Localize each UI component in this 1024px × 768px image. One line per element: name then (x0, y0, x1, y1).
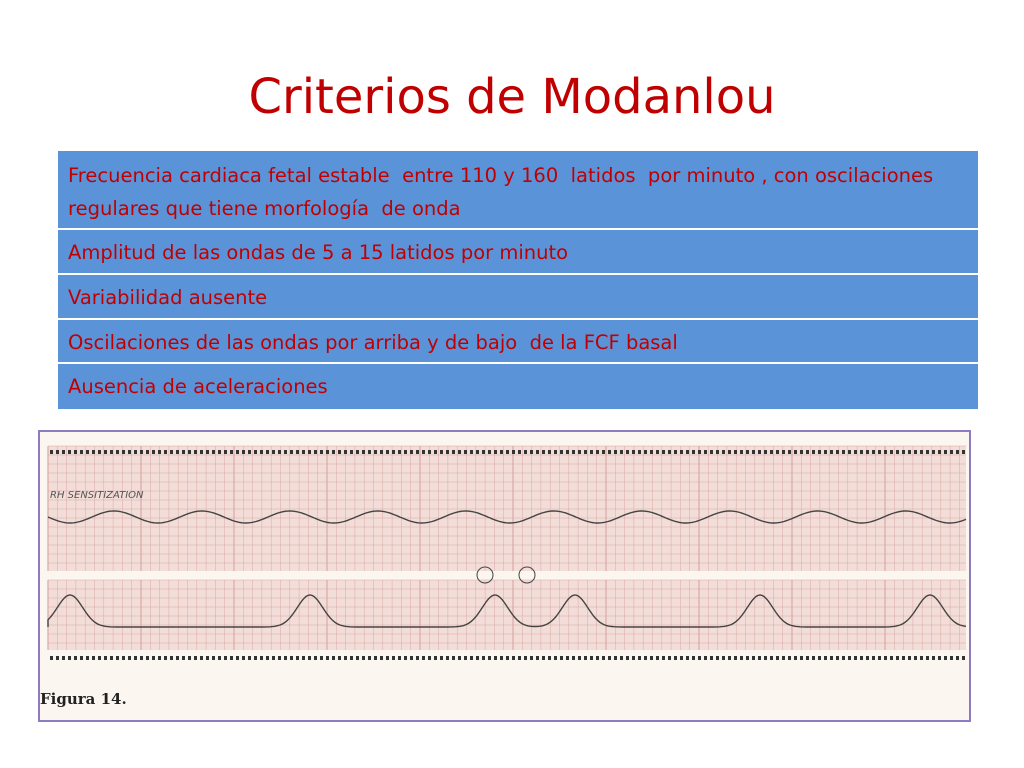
criteria-row: Frecuencia cardiaca fetal estable entre 110 y 160 latidos por minuto , con oscilaciones regulares que tiene morfología de onda (58, 151, 978, 230)
criteria-row: Ausencia de aceleraciones (68, 375, 328, 398)
ctg-tracing-image (40, 432, 969, 720)
ctg-figure (38, 430, 971, 722)
criteria-row: Variabilidad ausente (58, 275, 978, 320)
criteria-row: Amplitud de las ondas de 5 a 15 latidos por minuto (58, 230, 978, 275)
figure-caption: Figura 14. (40, 690, 127, 708)
criteria-table (57, 150, 979, 410)
svg-text:RH SENSITIZATION: RH SENSITIZATION (50, 490, 144, 501)
criteria-row: Oscilaciones de las ondas por arriba y de bajo de la FCF basal (58, 320, 978, 364)
slide-title: Criterios de Modanlou (248, 69, 776, 125)
